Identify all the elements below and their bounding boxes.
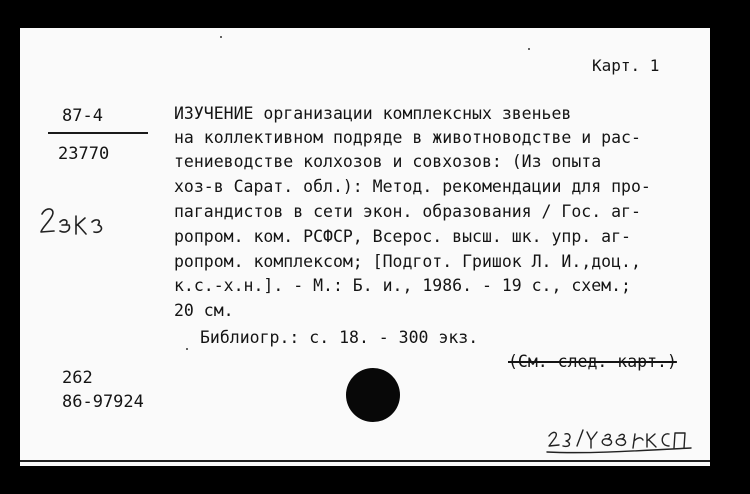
speck [528, 48, 530, 50]
speck [186, 348, 188, 350]
catalog-card [20, 28, 710, 466]
description-line-4: хоз-в Сарат. обл.): Метод. рекомендации для про- [174, 177, 651, 196]
next-card-note [508, 350, 677, 375]
card-number-label: Карт. 1 [592, 56, 660, 75]
description-line-5: пагандистов в сети экон. образования / Гос. аг- [174, 202, 641, 221]
shelf-mark-divider [48, 132, 148, 134]
description-line-9: 20 см. [174, 301, 234, 320]
description-line-2: на коллективном подряде в животноводстве и рас- [174, 128, 641, 147]
handwritten-signature [545, 424, 695, 458]
description-line-6: ропром. ком. РСФСР, Всерос. высш. шк. упр. аг- [174, 227, 631, 246]
next-card-note-text: (См. след. карт.) [508, 352, 677, 371]
description-line-1: ИЗУЧЕНИЕ организации комплексных звеньев [174, 104, 572, 123]
inventory-number: 23770 [58, 144, 110, 164]
code-bottom: 86-97924 [62, 392, 144, 412]
bibliography-note: Библиогр.: с. 18. - 300 экз. [200, 328, 479, 347]
description-line-3: тениеводстве колхозов и совхозов: (Из опыта [174, 152, 602, 171]
card-punch-hole [346, 368, 400, 422]
shelf-mark: 87-4 [62, 106, 103, 126]
card-bottom-edge-line [20, 460, 710, 462]
code-top: 262 [62, 368, 93, 388]
handwritten-copies-note [38, 204, 128, 244]
description-line-7: ропром. комплексом; [Подгот. Гришок Л. И.,доц., [174, 252, 641, 271]
description-line-8: к.с.-х.н.]. - М.: Б. и., 1986. - 19 с., схем.; [174, 276, 631, 295]
speck [220, 36, 222, 38]
